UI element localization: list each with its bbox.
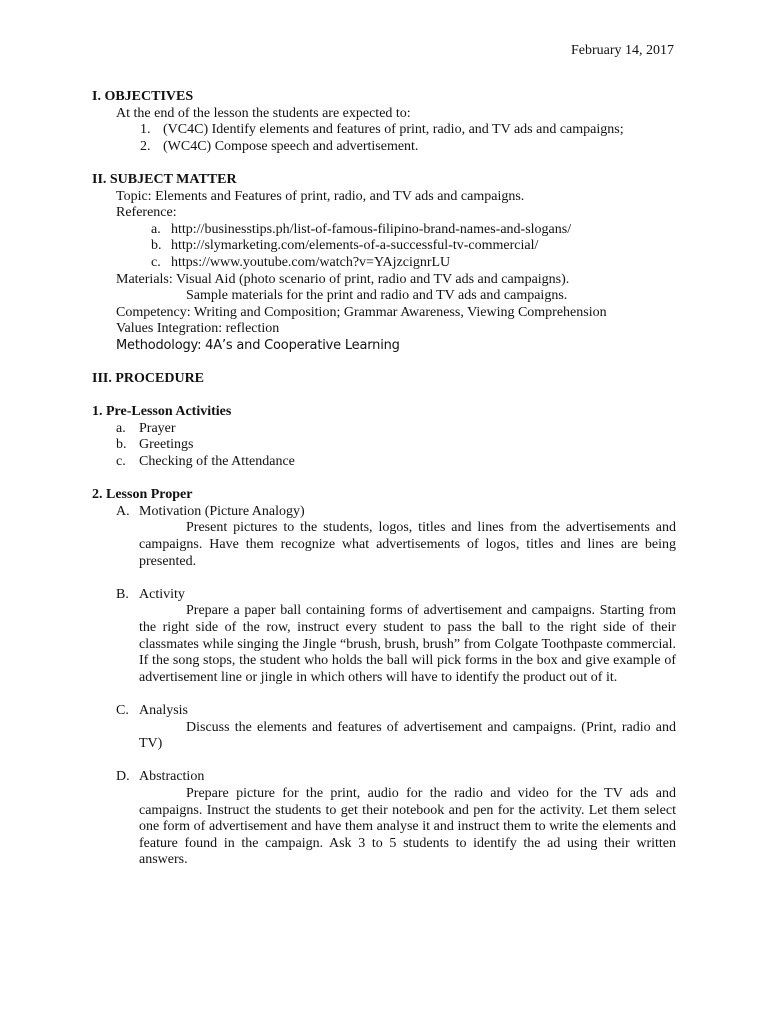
pre-lesson-item bbox=[92, 454, 676, 471]
reference-item bbox=[92, 238, 676, 255]
topic-line: Topic: Elements and Features of print, radio, and TV ads and campaigns. bbox=[116, 188, 525, 204]
objective-item bbox=[92, 122, 676, 139]
reference-link: http://slymarketing.com/elements-of-a-successful-tv-commercial/ bbox=[171, 238, 539, 254]
reference-label: Reference: bbox=[116, 205, 177, 221]
materials-line: Materials: Visual Aid (photo scenario of print, radio and TV ads and campaigns). bbox=[116, 271, 570, 287]
materials-continuation: Sample materials for the print and radio and TV ads and campaigns. bbox=[186, 288, 568, 304]
reference-item bbox=[92, 222, 676, 239]
step-title: Activity bbox=[139, 586, 185, 602]
step-letter: B. bbox=[116, 586, 129, 602]
objectives-heading: I. OBJECTIVES bbox=[92, 89, 194, 104]
step-body bbox=[92, 720, 676, 753]
item-text: Greetings bbox=[139, 437, 194, 453]
subject-matter-heading: II. SUBJECT MATTER bbox=[92, 171, 237, 187]
lesson-proper-heading: 2. Lesson Proper bbox=[92, 487, 193, 503]
item-letter: a. bbox=[116, 420, 126, 436]
step-body-text: Prepare picture for the print, audio for the radio and video for the TV ads and campaigns. Instruct the students to get their notebook and pen for the activity. Let them select one form of advertisement and have them analyse it and instruct them to write the elements and feature found in the campaign. Ask 3 to 5 students to identify the ad using their written answers. bbox=[139, 785, 676, 868]
lesson-step-title bbox=[92, 703, 676, 720]
methodology-line: Methodology: 4A’s and Cooperative Learning bbox=[116, 337, 400, 353]
objective-text: (WC4C) Compose speech and advertisement. bbox=[163, 138, 419, 154]
item-letter: c. bbox=[116, 454, 126, 470]
values-integration-line: Values Integration: reflection bbox=[116, 321, 280, 337]
step-body bbox=[92, 520, 676, 570]
item-letter: b. bbox=[116, 437, 127, 453]
pre-lesson-heading: 1. Pre-Lesson Activities bbox=[92, 404, 232, 420]
pre-lesson-item bbox=[92, 421, 676, 438]
step-body-text: Present pictures to the students, logos, titles and lines from the advertisements and campaigns. Have them recognize what advertisements of logos, titles and lines are being presented. bbox=[139, 520, 676, 569]
competency-line: Competency: Writing and Composition; Grammar Awareness, Viewing Comprehension bbox=[116, 304, 607, 320]
reference-item bbox=[92, 255, 676, 272]
reference-link: http://businesstips.ph/list-of-famous-filipino-brand-names-and-slogans/ bbox=[171, 221, 572, 237]
reference-letter: c. bbox=[151, 254, 161, 270]
reference-letter: a. bbox=[151, 221, 161, 237]
reference-letter: b. bbox=[151, 238, 162, 254]
step-title: Motivation (Picture Analogy) bbox=[139, 503, 305, 519]
lesson-step-title bbox=[92, 504, 676, 521]
item-text: Prayer bbox=[139, 420, 176, 436]
step-body-text: Prepare a paper ball containing forms of advertisement and campaigns. Starting from the right side of the row, instruct every student to pass the ball to the right side of their classmates while singing the Jingle “brush, brush, brush” from Colgate Toothpaste commercial. If the song stops, the student who holds the ball will pick forms in the box and give example of advertisement line or jingle in which others will have to identify the product out of it. bbox=[139, 603, 676, 685]
step-body-text: Discuss the elements and features of advertisement and campaigns. (Print, radio and TV) bbox=[139, 719, 676, 752]
step-title: Abstraction bbox=[139, 769, 205, 785]
item-text: Checking of the Attendance bbox=[139, 454, 295, 470]
objective-item bbox=[92, 139, 676, 156]
lesson-step-title bbox=[92, 769, 676, 786]
document-body bbox=[92, 89, 676, 869]
lesson-step-title bbox=[92, 587, 676, 604]
objective-text: (VC4C) Identify elements and features of print, radio, and TV ads and campaigns; bbox=[163, 122, 624, 138]
objective-number: 2. bbox=[140, 138, 151, 154]
step-body bbox=[92, 786, 676, 869]
step-letter: C. bbox=[116, 702, 129, 718]
step-letter: D. bbox=[116, 769, 130, 785]
objective-number: 1. bbox=[140, 122, 151, 138]
step-letter: A. bbox=[116, 503, 130, 519]
procedure-heading: III. PROCEDURE bbox=[92, 371, 205, 387]
document-date: February 14, 2017 bbox=[570, 43, 674, 58]
objectives-intro: At the end of the lesson the students are expected to: bbox=[116, 105, 411, 121]
pre-lesson-item bbox=[92, 437, 676, 454]
step-title: Analysis bbox=[139, 702, 188, 718]
step-body bbox=[92, 603, 676, 686]
reference-link: https://www.youtube.com/watch?v=YAjzcignrLU bbox=[171, 254, 451, 270]
